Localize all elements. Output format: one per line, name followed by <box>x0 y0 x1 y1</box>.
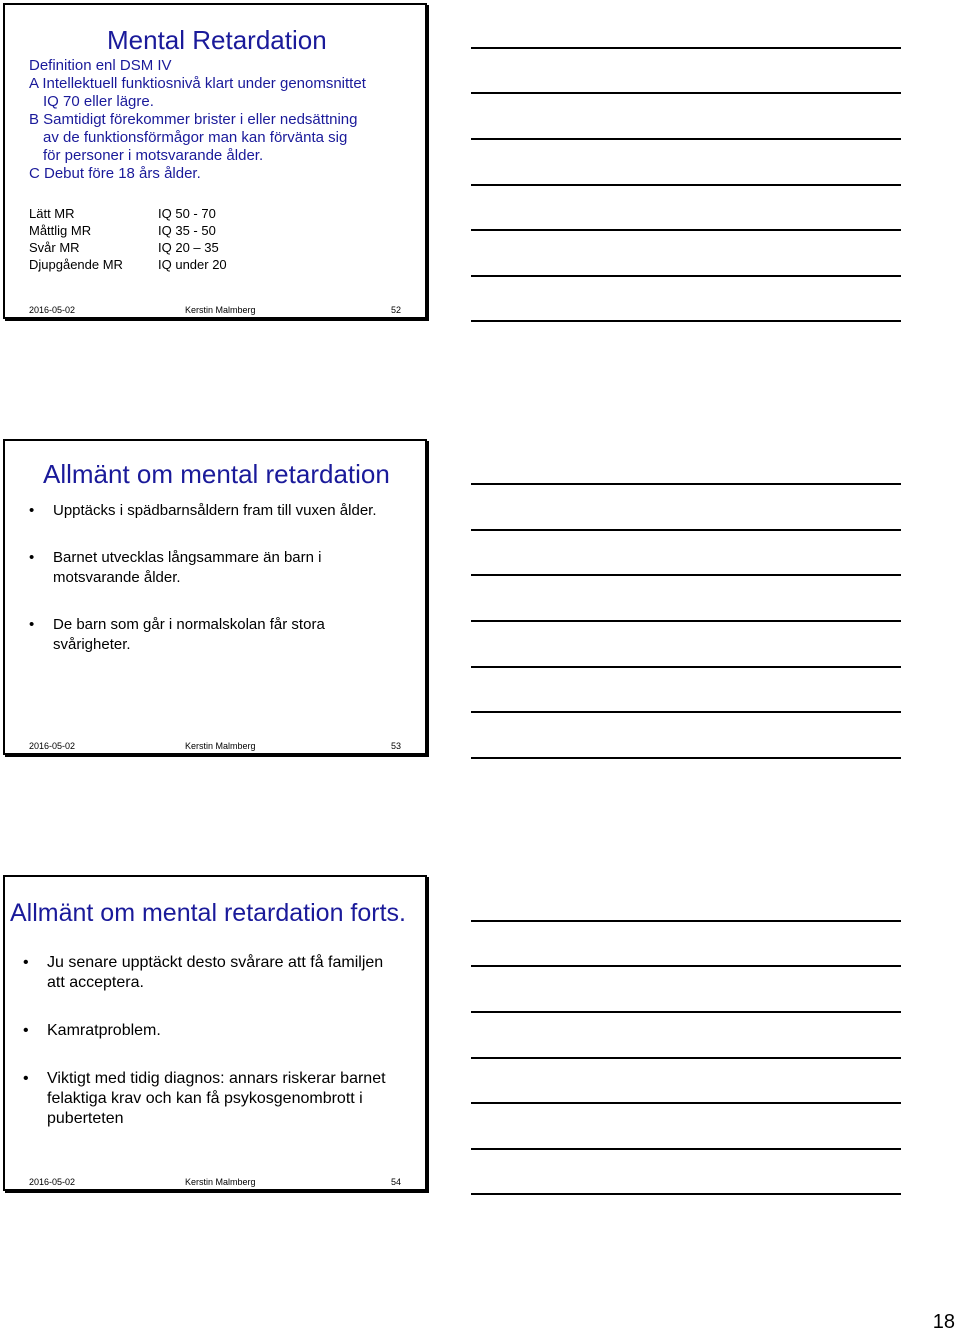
bullet-list <box>29 501 389 655</box>
iq-row <box>29 222 227 239</box>
note-line <box>471 1057 901 1059</box>
definition-line: IQ 70 eller lägre. <box>43 93 154 110</box>
iq-row <box>29 256 227 273</box>
note-line <box>471 666 901 668</box>
note-line <box>471 1148 901 1150</box>
note-line <box>471 92 901 94</box>
iq-range: IQ 20 – 35 <box>158 240 219 255</box>
definition-text <box>29 57 366 183</box>
list-item: • De barn som går i normalskolan får stora svårigheter. <box>29 615 389 655</box>
iq-range: IQ 50 - 70 <box>158 206 216 221</box>
note-line <box>471 920 901 922</box>
list-item: • Upptäcks i spädbarnsåldern fram till vuxen ålder. <box>29 501 389 521</box>
footer-date: 2016-05-02 <box>29 741 76 751</box>
slide-52 <box>3 3 427 319</box>
bullet-list <box>23 953 403 1129</box>
iq-range: IQ 35 - 50 <box>158 223 216 238</box>
definition-line: för personer i motsvarande ålder. <box>43 147 264 164</box>
note-line <box>471 138 901 140</box>
slide-number: 54 <box>390 1177 401 1187</box>
footer-author: Kerstin Malmberg <box>185 741 256 751</box>
note-line <box>471 275 901 277</box>
slide-number: 52 <box>390 305 401 315</box>
slide-title: Allmänt om mental retardation <box>43 459 390 489</box>
iq-level-label: Djupgående MR <box>29 257 123 272</box>
list-item: • Barnet utvecklas långsammare än barn i motsvarande ålder. <box>29 548 389 588</box>
note-line <box>471 1011 901 1013</box>
slide-title: Allmänt om mental retardation forts. <box>10 899 406 927</box>
page-number: 18 <box>932 1311 955 1333</box>
list-item: • Kamratproblem. <box>23 1021 403 1041</box>
iq-level-label: Måttlig MR <box>29 223 92 238</box>
list-item: • Ju senare upptäckt desto svårare att få familjen att acceptera. <box>23 953 403 993</box>
footer-author: Kerstin Malmberg <box>185 305 256 315</box>
slide-number: 53 <box>390 741 401 751</box>
note-line <box>471 574 901 576</box>
note-line <box>471 965 901 967</box>
note-line <box>471 757 901 759</box>
note-line <box>471 711 901 713</box>
iq-row <box>29 239 227 256</box>
definition-line: av de funktionsförmågor man kan förvänta sig <box>43 129 348 146</box>
iq-range: IQ under 20 <box>158 257 227 272</box>
iq-table <box>29 205 227 273</box>
footer-author: Kerstin Malmberg <box>185 1177 256 1187</box>
footer-date: 2016-05-02 <box>29 305 76 315</box>
iq-level-label: Lätt MR <box>29 206 75 221</box>
footer-date: 2016-05-02 <box>29 1177 76 1187</box>
definition-line: C Debut före 18 års ålder. <box>29 165 201 182</box>
note-line <box>471 184 901 186</box>
slide-53 <box>3 439 427 755</box>
iq-row <box>29 205 227 222</box>
note-line <box>471 620 901 622</box>
definition-line: B Samtidigt förekommer brister i eller nedsättning <box>29 111 358 128</box>
note-line <box>471 1193 901 1195</box>
note-line <box>471 320 901 322</box>
note-line <box>471 229 901 231</box>
slide-title: Mental Retardation <box>107 25 327 55</box>
note-line <box>471 47 901 49</box>
slide-54 <box>3 875 427 1191</box>
note-line <box>471 1102 901 1104</box>
list-item: • Viktigt med tidig diagnos: annars riskerar barnet felaktiga krav och kan få psykosgenombrott i puberteten <box>23 1069 403 1129</box>
note-line <box>471 529 901 531</box>
definition-line: A Intellektuell funktiosnivå klart under genomsnittet <box>29 75 366 92</box>
definition-line: Definition enl DSM IV <box>29 57 172 74</box>
note-line <box>471 483 901 485</box>
iq-level-label: Svår MR <box>29 240 80 255</box>
